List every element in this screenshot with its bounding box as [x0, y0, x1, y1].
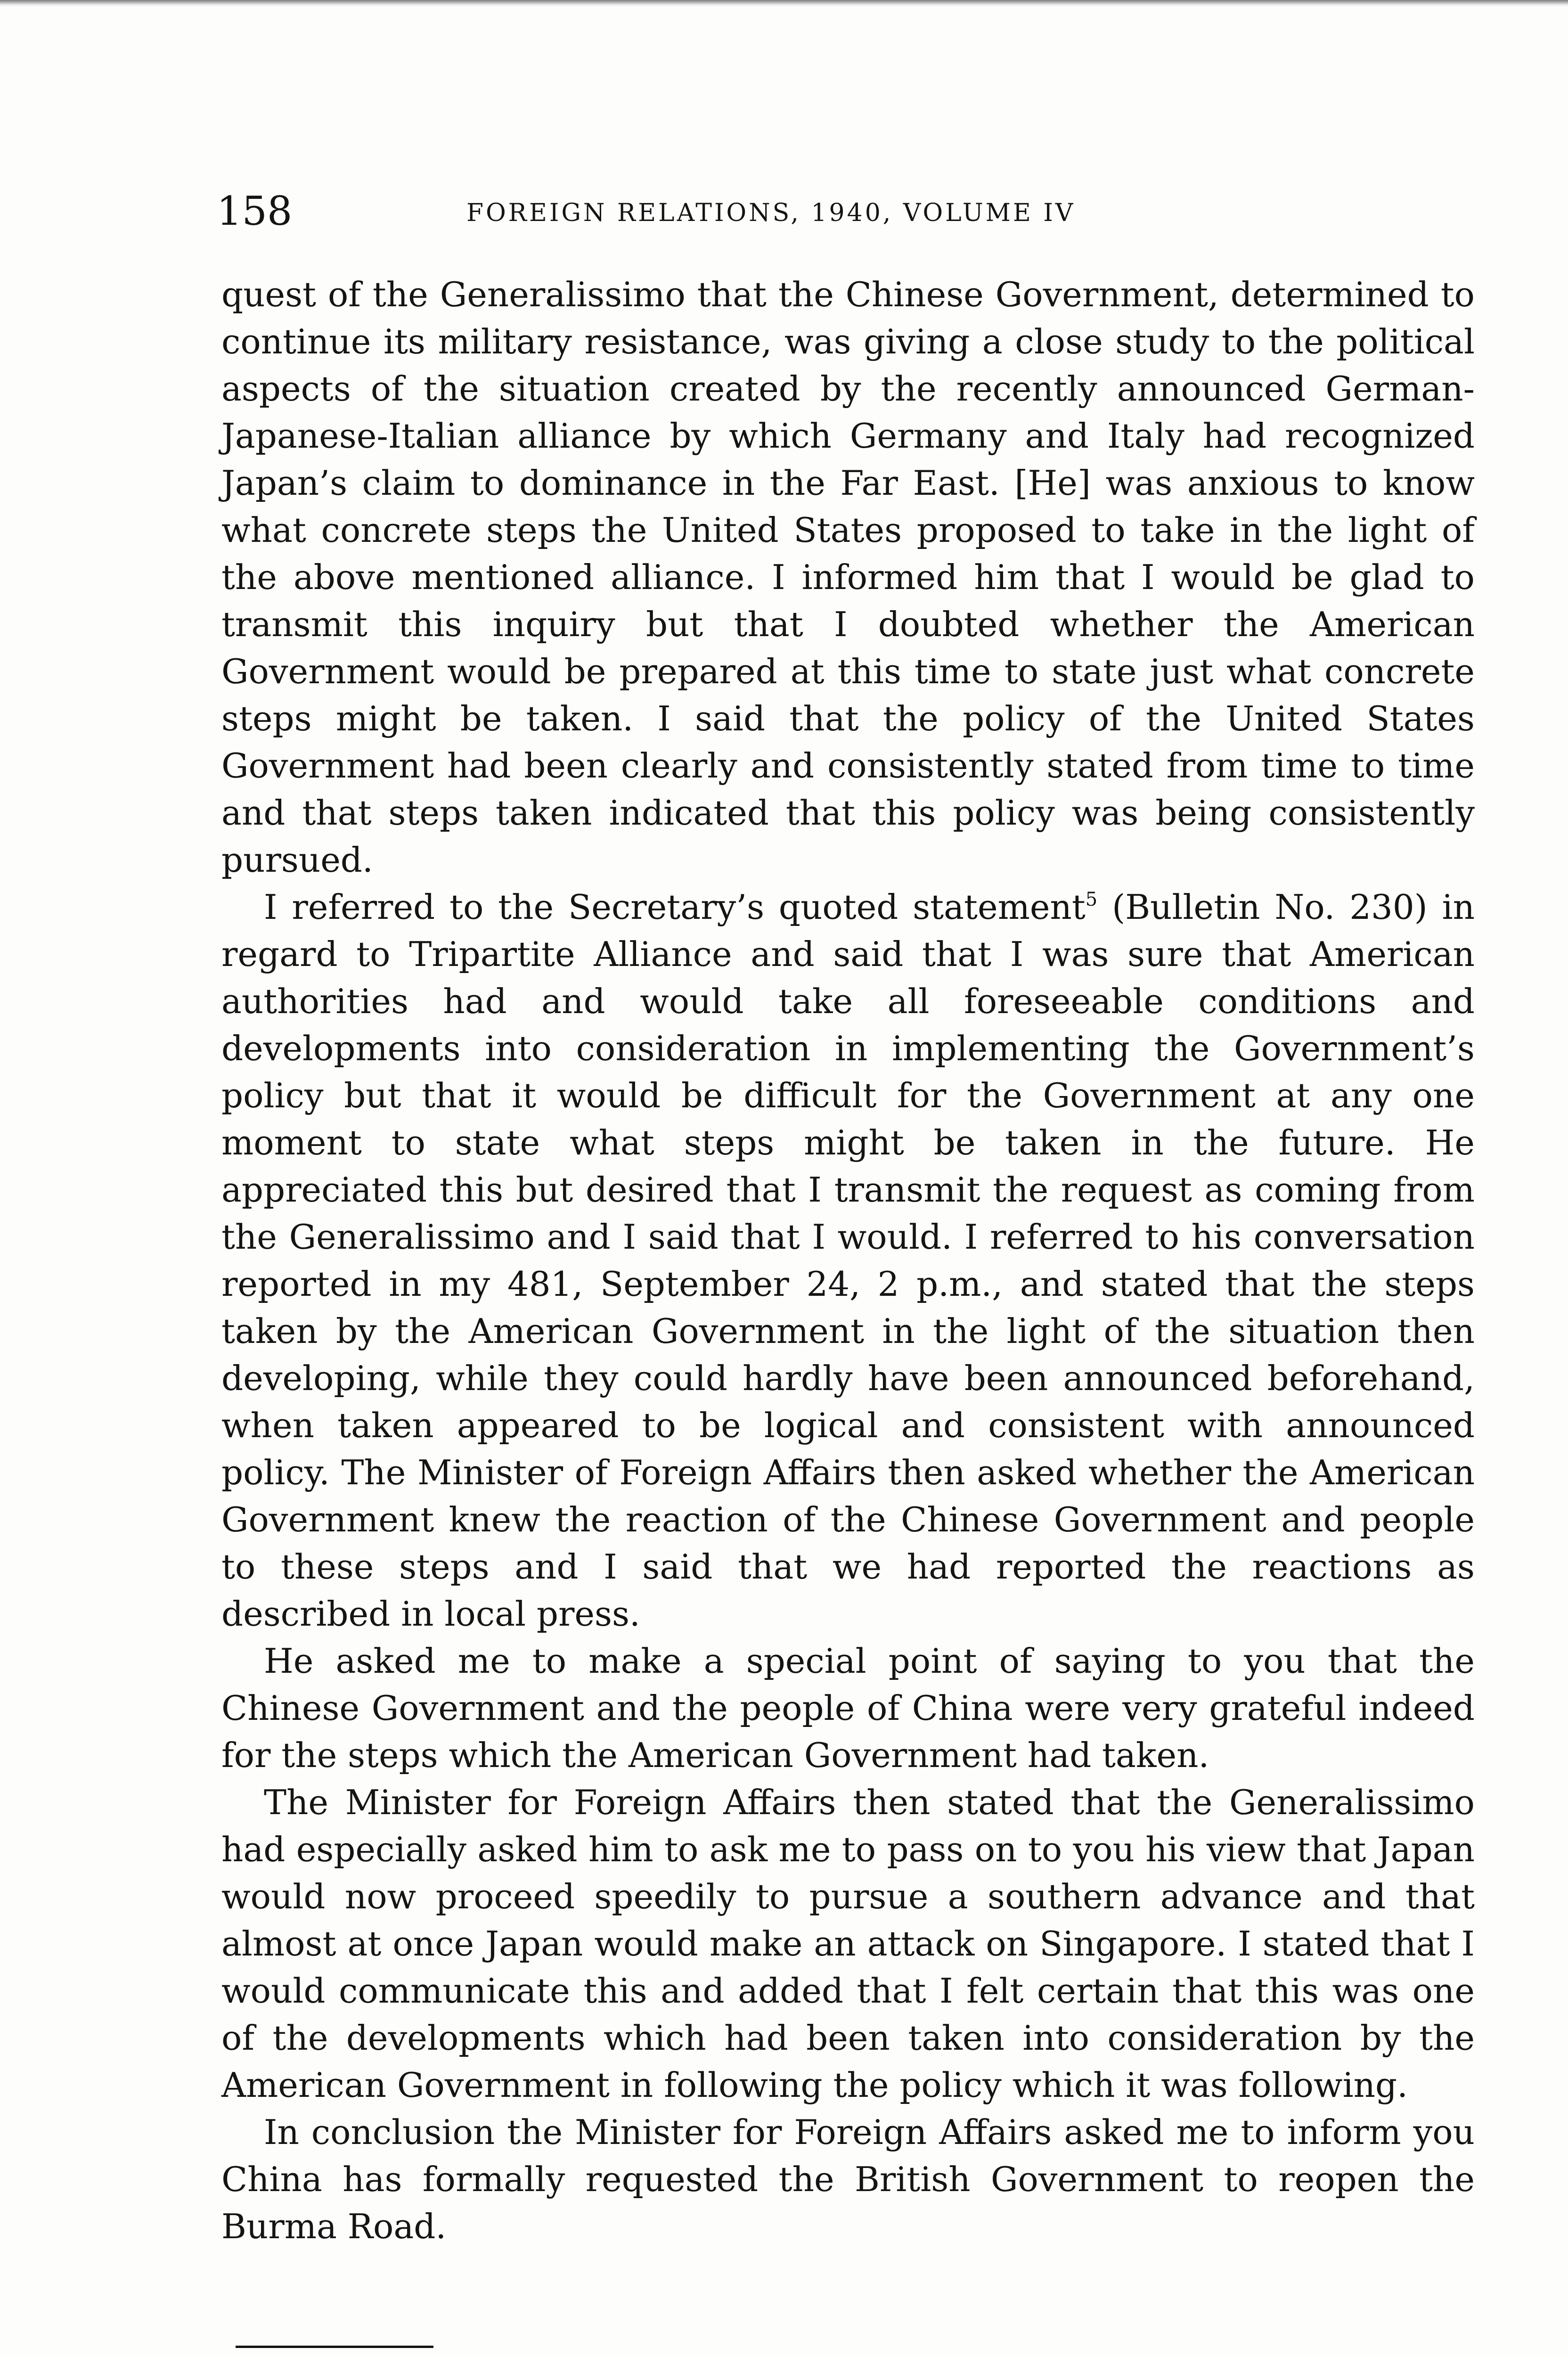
footnote-reference: 5 [1085, 889, 1098, 910]
footnote-rule [236, 2346, 433, 2348]
paragraph-tripartite [221, 884, 1475, 1637]
paragraph-burma-road: In conclusion the Minister for Foreign Affairs asked me to inform you China has formally requested the British Government to reopen the Burma Road. [221, 2112, 1475, 2246]
paragraph-text: (Bulletin No. 230) in regard to Tripartite Alliance and said that I was sure that American authorities had and would take all foreseeable conditions and developments into consideration in implementing the Government’s policy but that it would be difficult for the Government at any one moment to state what steps might be taken in the future. He appreciated this but desired that I transmit the request as coming from the Generalissimo and I said that I would. I referred to his conversation reported in my 481, September 24, 2 p.m., and stated that the steps taken by the American Government in the light of the situation then developing, while they could hardly have been announced beforehand, when taken appeared to be logical and consistent with announced policy. The Minister of Foreign Affairs then asked whether the American Government knew the reaction of the Chinese Government and people to these steps and I said that we had reported the reactions as described in local press. [221, 887, 1475, 1634]
running-title: FOREIGN RELATIONS, 1940, VOLUME IV [466, 199, 1076, 227]
scan-edge [0, 0, 1568, 7]
paragraph-gratitude: He asked me to make a special point of saying to you that the Chinese Government and the people of China were very grateful indeed for the steps which the American Government had taken. [221, 1641, 1475, 1775]
page-number: 158 [217, 188, 293, 234]
body-text [221, 271, 1475, 2250]
running-head [217, 188, 1479, 235]
paragraph-text: I referred to the Secretary’s quoted statement [264, 887, 1086, 927]
paragraph-continued: quest of the Generalissimo that the Chinese Government, determined to continue its military resistance, was giving a close study to the political aspects of the situation created by the recently announced German-Japanese-Italian alliance by which Germany and Italy had recognized Japan’s claim to dominance in the Far East. [He] was anxious to know what concrete steps the United States proposed to take in the light of the above mentioned alliance. I informed him that I would be glad to transmit this inquiry but that I doubted whether the American Government would be prepared at this time to state just what concrete steps might be taken. I said that the policy of the United States Government had been clearly and consistently stated from time to time and that steps taken indicated that this policy was being consistently pursued. [221, 275, 1475, 880]
footnote [264, 2354, 1489, 2356]
paragraph-singapore: The Minister for Foreign Affairs then stated that the Generalissimo had especially asked him to ask me to pass on to you his view that Japan would now proceed speedily to pursue a southern advance and that almost at once Japan would make an attack on Singapore. I stated that I would communicate this and added that I felt certain that this was one of the developments which had been taken into consideration by the American Government in following the policy which it was following. [221, 1783, 1475, 2105]
